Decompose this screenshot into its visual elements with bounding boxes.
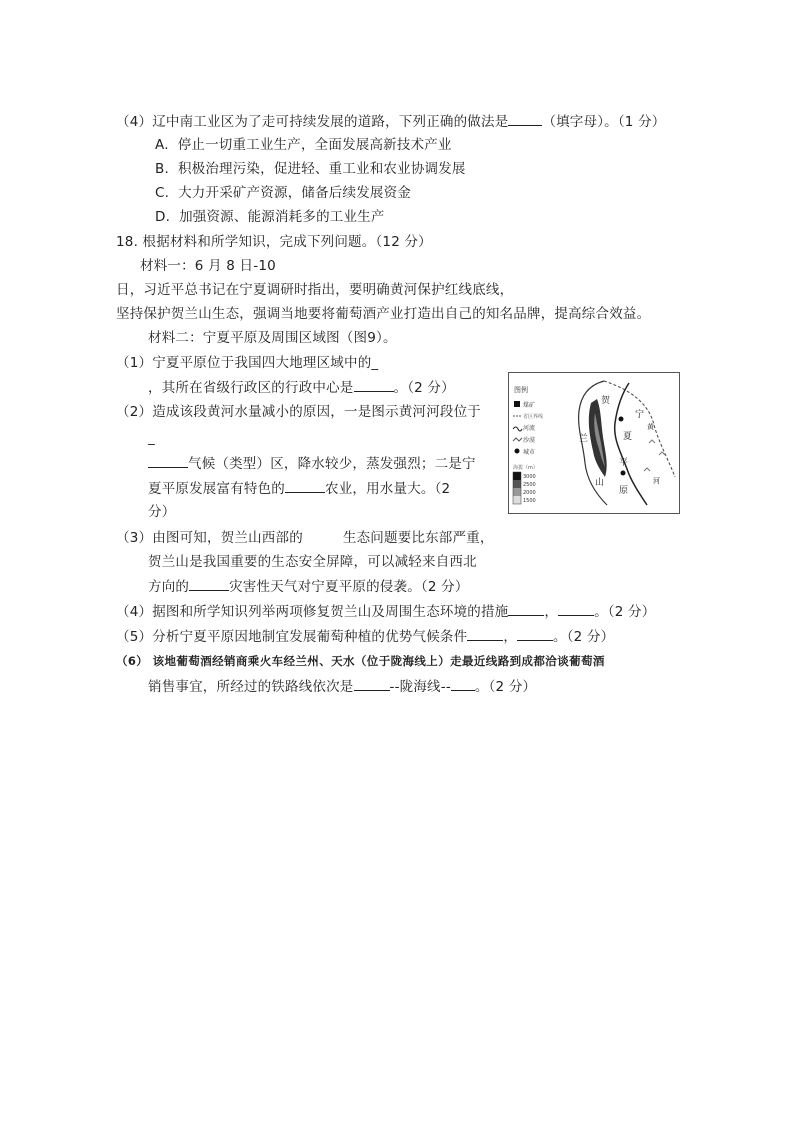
sub-q2-e: 分） — [148, 504, 176, 520]
q17-4-stem: （4）辽中南工业区为了走可持续发展的道路，下列正确的做法是 （填字母）。（1 分） — [116, 114, 666, 130]
legend-city: 城市 — [523, 449, 536, 456]
legend-border: 省区界线 — [523, 414, 544, 420]
sub-q3-a: （3）由图可知，贺兰山西部的 生态问题要比东部严重， — [116, 530, 494, 546]
svg-text:2000: 2000 — [523, 490, 536, 496]
legend-river: 河流 — [523, 425, 536, 432]
option-d: D. 加强资源、能源消耗多的工业生产 — [155, 209, 385, 225]
option-c: C. 大力开采矿产资源，储备后续发展资金 — [155, 185, 412, 201]
answer-blank[interactable] — [354, 378, 394, 392]
map-svg — [509, 373, 679, 513]
sub-q2-b: _ — [148, 430, 155, 446]
answer-blank[interactable] — [517, 627, 553, 641]
answer-blank[interactable] — [508, 112, 542, 126]
legend-desert: 沙漠 — [523, 437, 536, 444]
svg-text:2500: 2500 — [523, 482, 536, 488]
city-marker — [619, 417, 624, 422]
answer-blank[interactable] — [303, 528, 343, 542]
answer-blank[interactable] — [285, 479, 325, 493]
svg-text:3000: 3000 — [523, 474, 536, 480]
sub-q1-b: ，其所在省级行政区的行政中心是 。（2 分） — [148, 380, 455, 396]
svg-text:河: 河 — [653, 477, 660, 485]
answer-blank[interactable] — [451, 677, 475, 691]
svg-text:贺: 贺 — [601, 396, 611, 406]
svg-text:夏: 夏 — [623, 432, 633, 442]
svg-text:山: 山 — [595, 478, 605, 488]
q18-header: 18. 根据材料和所学知识，完成下列问题。（12 分） — [116, 234, 432, 250]
sub-q5: （5）分析宁夏平原因地制宜发展葡萄种植的优势气候条件 ， 。（2 分） — [116, 629, 615, 645]
sub-q3-c: 方向的 灾害性天气对宁夏平原的侵袭。（2 分） — [148, 579, 469, 595]
sub-q6-b: 销售事宜，所经过的铁路线依次是 --陇海线-- 。（2 分） — [148, 679, 537, 695]
sub-q1-a: （1）宁夏平原位于我国四大地理区域中的_ — [116, 355, 379, 371]
sub-q3-b: 贺兰山是我国重要的生态安全屏障，可以减轻来自西北 — [148, 554, 477, 570]
option-b: B. 积极治理污染，促进轻、重工业和农业协调发展 — [155, 161, 466, 177]
answer-blank[interactable] — [558, 602, 594, 616]
desert-icon — [513, 438, 522, 441]
material-1-b: 日，习近平总书记在宁夏调研时指出，要明确黄河保护红线底线， — [116, 282, 514, 298]
legend-title: 图例 — [514, 386, 528, 394]
ningxia-map-figure — [508, 372, 680, 514]
scale-unit: 海拔（m） — [513, 465, 538, 471]
answer-blank[interactable] — [354, 677, 390, 691]
sub-q2-a: （2）造成该段黄河水量减小的原因，一是图示黄河河段位于 — [116, 404, 482, 420]
answer-blank[interactable] — [148, 454, 188, 468]
sub-q2-c: 气候（类型）区，降水较少，蒸发强烈；二是宁 — [148, 454, 476, 473]
river-icon — [513, 427, 522, 431]
svg-text:原: 原 — [619, 486, 629, 496]
option-a: A. 停止一切重工业生产，全面发展高新技术产业 — [155, 137, 452, 153]
material-2: 材料二：宁夏平原及周围区域图（图9）。 — [148, 330, 397, 346]
svg-text:兰: 兰 — [579, 434, 589, 444]
answer-blank[interactable] — [467, 627, 503, 641]
svg-text:宁: 宁 — [635, 410, 645, 420]
svg-text:1500: 1500 — [523, 498, 536, 504]
city-marker — [621, 471, 626, 476]
material-1-c: 坚持保护贺兰山生态，强调当地要将葡萄酒产业打造出自己的知名品牌，提高综合效益。 — [116, 306, 651, 322]
city-icon — [515, 449, 520, 454]
coal-mine-icon — [514, 401, 520, 407]
svg-text:黄: 黄 — [647, 423, 654, 431]
answer-blank[interactable] — [508, 602, 544, 616]
sub-q6-a: （6） 该地葡萄酒经销商乘火车经兰州、天水（位于陇海线上）走最近线路到成都洽谈葡萄酒 — [116, 654, 605, 668]
svg-text:平: 平 — [619, 458, 629, 468]
sub-q2-d: 夏平原发展富有特色的 农业，用水量大。（2 — [148, 481, 451, 497]
material-1-a: 材料一：6 月 8 日-10 — [140, 258, 276, 274]
sub-q4: （4）据图和所学知识列举两项修复贺兰山及周围生态环境的措施 ， 。（2 分） — [116, 604, 656, 620]
legend-coal: 煤矿 — [523, 402, 536, 409]
answer-blank[interactable] — [189, 577, 229, 591]
